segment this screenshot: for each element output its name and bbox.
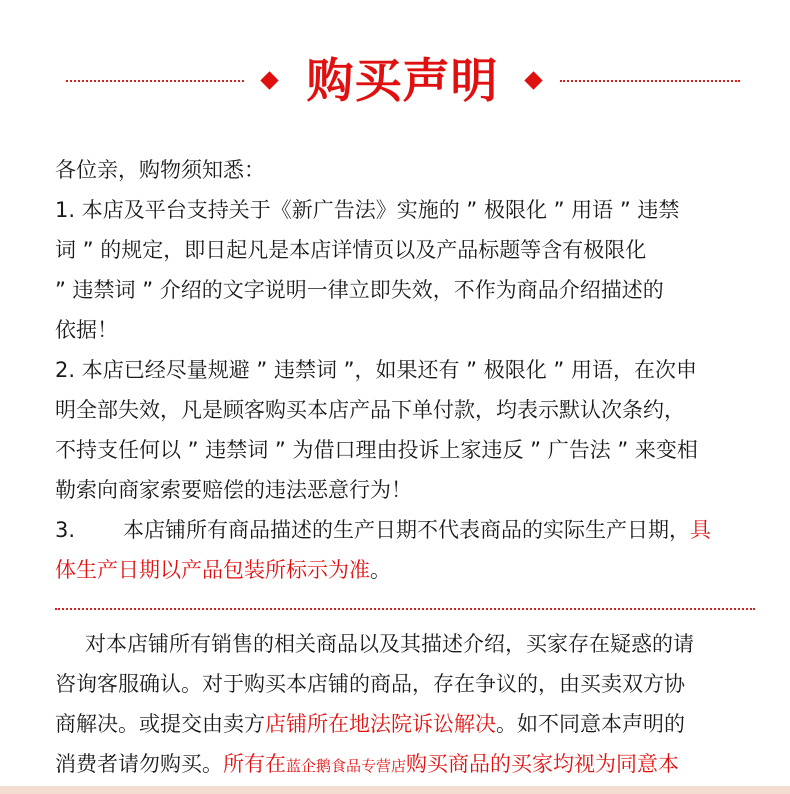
notice-line4-a: 消费者请勿购买。 (55, 752, 223, 776)
notice-line3 (55, 704, 760, 744)
notice-line2: 咨询客服确认。对于购买本店铺的商品，存在争议的，由买卖双方协 (55, 672, 685, 696)
item3-line1 (55, 510, 760, 550)
notice-line4-red1: 所有在 (223, 752, 286, 776)
item3-text: 本店铺所有商品描述的生产日期不代表商品的实际生产日期， (123, 518, 691, 542)
item2-line3: 不持支任何以 ” 违禁词 ” 为借口理由投诉上家违反 ” 广告法 ” 来变相 (55, 438, 698, 462)
item2-line4: 勒索向商家索要赔偿的违法恶意行为！ (55, 478, 412, 502)
item1-line4: 依据！ (55, 318, 118, 342)
statement-body (55, 150, 760, 590)
item1-line3: ” 违禁词 ” 介绍的文字说明一律立即失效，不作为商品介绍描述的 (55, 278, 664, 302)
item3-highlight: 体生产日期以产品包装所标示为准 (55, 558, 370, 582)
header (0, 52, 790, 112)
store-name: 蓝企鹅食品专营店 (286, 757, 407, 775)
notice-line4 (55, 744, 760, 784)
notice-line1 (55, 624, 760, 664)
diamond-icon (260, 71, 278, 89)
court-highlight: 店铺所在地法院诉讼解决 (265, 712, 496, 736)
section-divider (55, 608, 755, 610)
greeting: 各位亲，购物须知悉： (55, 158, 265, 182)
right-dotted-rule (560, 80, 740, 82)
item3-highlight-start: 具 (690, 518, 712, 542)
item3-line2 (55, 550, 760, 590)
notice-body (55, 624, 760, 784)
notice-line3-b: 。如不同意本声明的 (496, 712, 685, 736)
notice-line1-text: 对本店铺所有销售的相关商品以及其描述介绍，买家存在疑惑的请 (85, 632, 694, 656)
left-dotted-rule (66, 80, 244, 82)
notice-line3-a: 商解决。或提交由卖方 (55, 712, 265, 736)
notice-line4-red2: 购买商品的买家均视为同意本 (406, 752, 680, 776)
item2-line1: 2. 本店已经尽量规避 ” 违禁词 ”，如果还有 ” 极限化 ” 用语，在次申 (55, 358, 697, 382)
item1-line2: 词 ” 的规定，即日起凡是本店详情页以及产品标题等含有极限化 (55, 238, 647, 262)
item3-end: 。 (370, 558, 391, 582)
page-title: 购买声明 (306, 54, 499, 109)
item2-line2: 明全部失效，凡是顾客购买本店产品下单付款，均表示默认次条约， (55, 398, 685, 422)
item3-number: 3. (55, 518, 76, 542)
bottom-edge (0, 786, 790, 794)
item1-line1: 1. 本店及平台支持关于《新广告法》实施的 ” 极限化 ” 用语 ” 违禁 (55, 198, 680, 222)
diamond-icon (524, 71, 542, 89)
